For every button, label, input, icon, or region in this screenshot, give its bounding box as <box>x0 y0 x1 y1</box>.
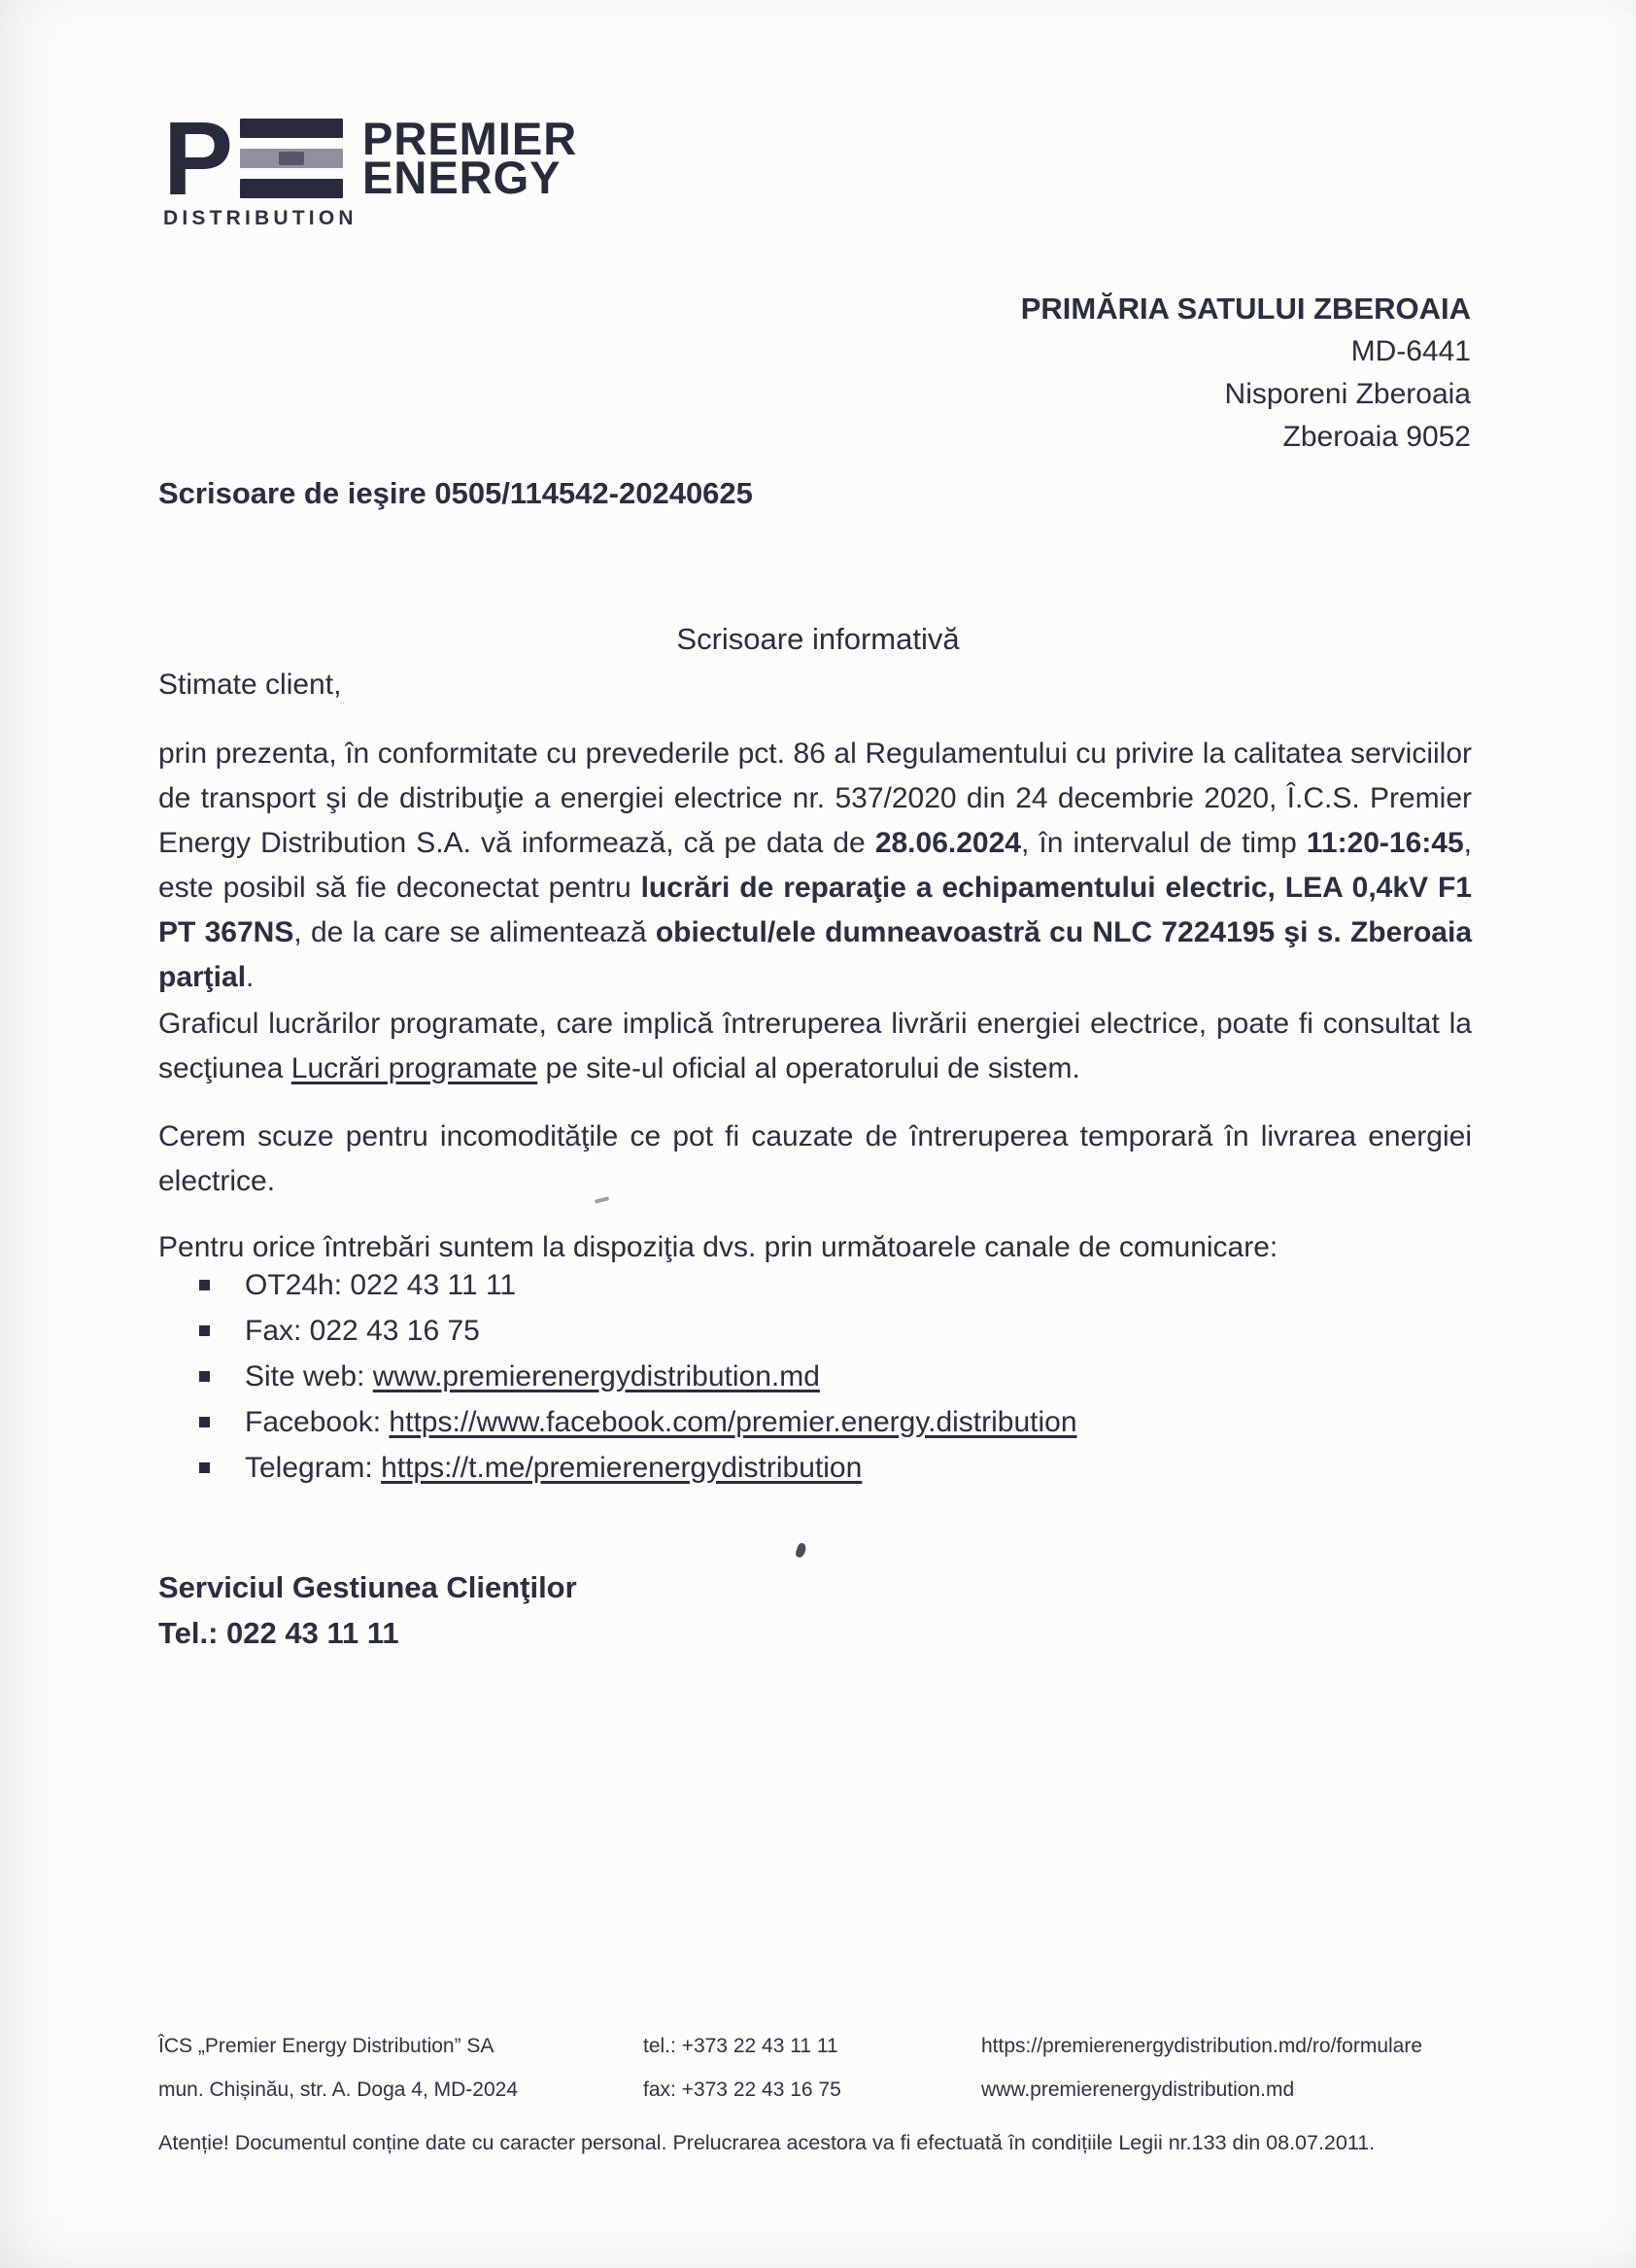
list-item-ot24h <box>199 1262 1472 1308</box>
text-segment: , în intervalul de timp <box>1020 827 1307 859</box>
square-bullet-icon <box>199 1371 210 1382</box>
footer-phone-column <box>643 2024 841 2112</box>
recipient-address-block <box>1021 288 1471 459</box>
text-segment: Site web: <box>245 1359 373 1392</box>
text-segment: 11:20-16:45 <box>1306 827 1464 859</box>
contact-channels-list <box>199 1262 1472 1491</box>
signature-department: Serviciul Gestiunea Clienţilor <box>158 1570 577 1604</box>
personal-data-notice: Atenție! Documentul conține date cu caracter personal. Prelucrarea acestora va fi efectuată în condițiile Legii nr.133 din 08.07.2011. <box>158 2131 1376 2154</box>
signature-phone: Tel.: 022 43 11 11 <box>158 1616 399 1650</box>
text-segment: Telegram: <box>245 1451 382 1484</box>
list-item-telegram <box>199 1445 1472 1491</box>
logo-wordmark-line1: PREMIER <box>362 113 578 164</box>
logo-letter-p: P <box>163 99 231 217</box>
salutation: Stimate client, <box>158 669 342 701</box>
text-segment: pe site-ul oficial al operatorului de sistem. <box>537 1052 1080 1084</box>
text-segment: Cerem scuze pentru incomodităţile ce pot fi cauzate de întreruperea temporară în livrarea energiei electrice. <box>158 1120 1472 1197</box>
telegram-link[interactable]: https://t.me/premierenergydistribution <box>381 1451 863 1484</box>
text-segment: Pentru orice întrebări suntem la dispoziţia dvs. prin următoarele canale de comunicare: <box>158 1231 1278 1263</box>
scan-artifact-mark <box>795 1542 807 1559</box>
square-bullet-icon <box>199 1325 210 1336</box>
footer-site-url[interactable]: www.premierenergydistribution.md <box>981 2079 1295 2101</box>
recipient-name: PRIMĂRIA SATULUI ZBEROAIA <box>1020 292 1471 326</box>
recipient-district: Nisporeni Zberoaia <box>1224 378 1471 410</box>
logo-distribution-label: DISTRIBUTION <box>163 207 358 229</box>
lucrari-programate-link[interactable]: Lucrări programate <box>290 1052 538 1084</box>
list-item-fax <box>199 1308 1472 1354</box>
list-item-text <box>245 1406 1077 1439</box>
recipient-postal-code: MD-6441 <box>1350 335 1471 367</box>
logo-bar-middle <box>240 149 343 168</box>
text-segment: obiectul/ele dumneavoastră cu NLC 7224195 şi s. Zberoaia parţial <box>158 916 1473 993</box>
footer-tel: tel.: +373 22 43 11 11 <box>643 2035 838 2057</box>
paragraph-schedule-info <box>158 1002 1472 1091</box>
footer-fax: fax: +373 22 43 16 75 <box>643 2079 841 2101</box>
footer-company-address: mun. Chișinău, str. A. Doga 4, MD-2024 <box>158 2079 519 2101</box>
footer-forms-url[interactable]: https://premierenergydistribution.md/ro/formulare <box>981 2035 1423 2057</box>
list-item-text <box>245 1315 480 1348</box>
list-item-site-web <box>199 1354 1472 1399</box>
text-segment: 28.06.2024 <box>874 827 1021 859</box>
facebook-link[interactable]: https://www.facebook.com/premier.energy.distribution <box>389 1405 1077 1438</box>
paragraph-disconnection-notice <box>158 732 1472 1000</box>
text-segment: Facebook: <box>245 1405 390 1438</box>
site-web-link[interactable]: www.premierenergydistribution.md <box>372 1359 820 1392</box>
list-item-text <box>245 1360 820 1393</box>
text-segment: Graficul lucrărilor programate, care implică întreruperea livrării energiei electrice, poate fi consultat la secţiunea <box>158 1008 1472 1084</box>
square-bullet-icon <box>199 1417 210 1427</box>
logo-bar-bottom <box>240 179 343 198</box>
square-bullet-icon <box>199 1462 210 1473</box>
text-segment: prin prezenta, în conformitate cu prevederile pct. 86 al Regulamentului cu privire la calitatea serviciilor de transport şi de distribuţie a energiei electrice nr. 537/2020 din 24 decembrie 2020, Î.C.S. Premier Energy Distribution S.A. vă informează, că pe data de <box>158 738 1472 859</box>
outgoing-letter-reference: Scrisoare de ieşire 0505/114542-20240625 <box>158 476 753 510</box>
square-bullet-icon <box>199 1280 210 1290</box>
text-segment: , este posibil să fie deconectat pentru <box>158 827 1472 904</box>
logo-wordmark-line2: ENERGY <box>362 152 562 203</box>
logo-wordmark <box>362 113 578 203</box>
text-segment: OT24h: 022 43 11 11 <box>245 1268 517 1301</box>
letter-title: Scrisoare informativă <box>676 622 960 656</box>
premier-energy-logo-icon <box>163 99 343 217</box>
list-item-facebook <box>199 1399 1472 1445</box>
list-item-text <box>245 1452 862 1485</box>
text-segment: Fax: 022 43 16 75 <box>245 1314 480 1347</box>
text-segment: lucrări de reparaţie a echipamentului electric, LEA 0,4kV F1 PT 367NS <box>158 872 1472 948</box>
footer-web-column <box>981 2024 1422 2112</box>
text-segment: . <box>246 961 255 993</box>
recipient-locality: Zberoaia 9052 <box>1282 421 1471 453</box>
logo-bar-top <box>240 119 343 138</box>
text-segment: , de la care se alimentează <box>293 916 656 948</box>
signature-block <box>158 1564 577 1656</box>
premier-energy-logo <box>163 99 578 230</box>
footer-company-column <box>158 2024 518 2112</box>
logo-bars-icon <box>240 119 343 198</box>
list-item-text <box>245 1269 516 1302</box>
footer-company-name: ÎCS „Premier Energy Distribution” SA <box>158 2035 494 2057</box>
paragraph-apology <box>158 1115 1472 1204</box>
